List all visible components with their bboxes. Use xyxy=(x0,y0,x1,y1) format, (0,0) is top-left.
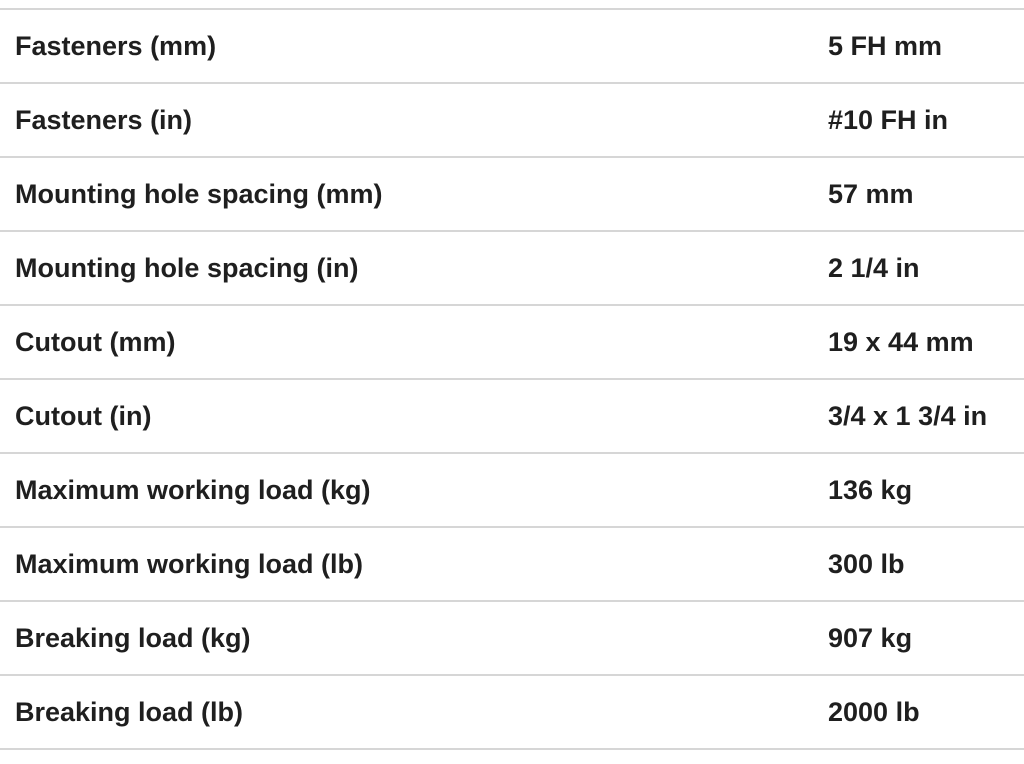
spec-row-cutout-mm xyxy=(0,306,1024,380)
spec-value: #10 FH in xyxy=(828,105,949,135)
spec-value: 300 lb xyxy=(828,549,905,579)
spec-label: Mounting hole spacing (mm) xyxy=(15,179,383,209)
spec-value: 2 1/4 in xyxy=(828,253,920,283)
spec-row-breaking-load-lb xyxy=(0,676,1024,750)
spec-value: 3/4 x 1 3/4 in xyxy=(828,401,988,431)
spec-row-fasteners-mm xyxy=(0,10,1024,84)
spec-label: Mounting hole spacing (in) xyxy=(15,253,359,283)
spec-value: 57 mm xyxy=(828,179,914,209)
spec-label: Fasteners (in) xyxy=(15,105,193,135)
spec-label: Cutout (in) xyxy=(15,401,152,431)
spec-label: Cutout (mm) xyxy=(15,327,176,357)
spec-row-max-working-load-lb xyxy=(0,528,1024,602)
spec-value: 5 FH mm xyxy=(828,31,943,61)
spec-value: 907 kg xyxy=(828,623,913,653)
spec-row-cutout-in xyxy=(0,380,1024,454)
spec-label: Maximum working load (kg) xyxy=(15,475,371,505)
spec-row-fasteners-in xyxy=(0,84,1024,158)
spec-label: Breaking load (lb) xyxy=(15,697,244,727)
spec-value: 19 x 44 mm xyxy=(828,327,974,357)
spec-value: 136 kg xyxy=(828,475,913,505)
spec-label: Maximum working load (lb) xyxy=(15,549,364,579)
spec-label: Breaking load (kg) xyxy=(15,623,251,653)
spec-table xyxy=(0,8,1024,750)
spec-value: 2000 lb xyxy=(828,697,920,727)
spec-row-mounting-hole-spacing-in xyxy=(0,232,1024,306)
spec-row-mounting-hole-spacing-mm xyxy=(0,158,1024,232)
spec-row-max-working-load-kg xyxy=(0,454,1024,528)
spec-label: Fasteners (mm) xyxy=(15,31,217,61)
spec-row-breaking-load-kg xyxy=(0,602,1024,676)
